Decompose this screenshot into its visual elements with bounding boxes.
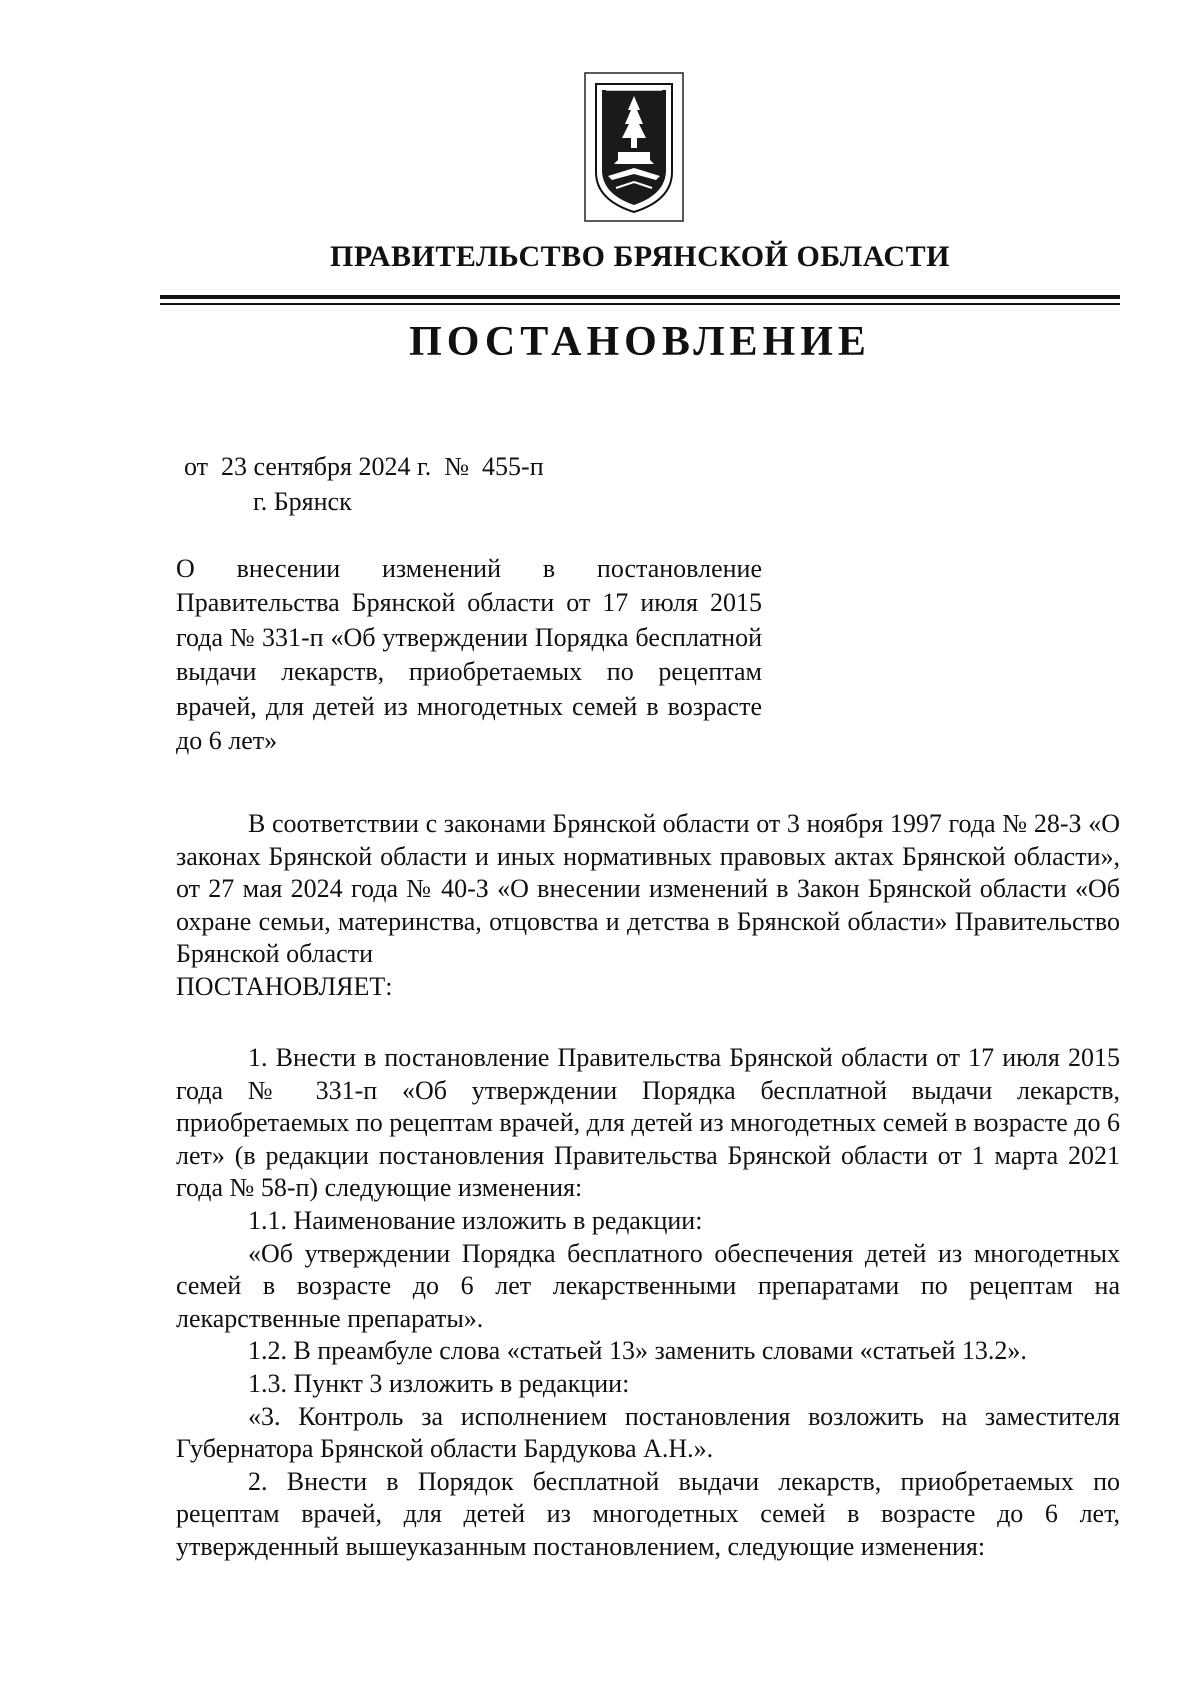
item-1-1: 1.1. Наименование изложить в редакции: bbox=[248, 1205, 703, 1235]
item-1-1-text: «Об утверждении Порядка бесплатного обеспечения детей из многодетных семей в возрасте до 6 лет лекарственными препаратами по рецептам на лекарственные препараты». bbox=[176, 1238, 1120, 1333]
document-city: г. Брянск bbox=[253, 487, 352, 516]
item-1-2: 1.2. В преамбуле слова «статьей 13» заменить словами «статьей 13.2». bbox=[248, 1336, 1027, 1366]
item-1-3: 1.3. Пункт 3 изложить в редакции: bbox=[248, 1368, 630, 1398]
item-1: 1. Внести в постановление Правительства Брянской области от 17 июля 2015 года № 331-п «Об утверждении Порядка бесплатной выдачи лекарств, приобретаемых по рецептам врачей, для детей из многодетных семей в возрасте до 6 лет» (в редакции постановления Правительства Брянской области от 1 марта 2021 года № 58-п) следующие изменения: bbox=[176, 1043, 1120, 1203]
preamble-text: В соответствии с законами Брянской области от 3 ноября 1997 года № 28-З «О законах Брянской области и иных нормативных правовых актах Брянской области», от 27 мая 2024 года № 40-З «О внесении изменений в Закон Брянской области «Об охране семьи, материнства, отцовства и детства в Брянской области» Правительство Брянской области bbox=[176, 809, 1120, 969]
item-1-3-text: «3. Контроль за исполнением постановления возложить на заместителя Губернатора Брянской области Бардукова А.Н.». bbox=[176, 1401, 1120, 1464]
organization-title: ПРАВИТЕЛЬСТВО БРЯНСКОЙ ОБЛАСТИ bbox=[330, 240, 950, 273]
preamble-block bbox=[176, 808, 1120, 1004]
resolution-items bbox=[176, 1042, 1120, 1564]
header-divider-thin bbox=[160, 303, 1120, 305]
document-date-number: от 23 сентября 2024 г. № 455-п bbox=[184, 452, 544, 481]
document-subject: О внесении изменений в постановление Правительства Брянской области от 17 июля 2015 года № 331-п «Об утверждении Порядка бесплатной выдачи лекарств, приобретаемых по рецептам врачей, для детей из многодетных семей в возрасте до 6 лет» bbox=[176, 554, 762, 756]
bryansk-coat-of-arms-icon bbox=[584, 72, 684, 222]
resolves-word: ПОСТАНОВЛЯЕТ: bbox=[176, 971, 393, 1001]
header-divider-thick bbox=[160, 295, 1120, 299]
item-2: 2. Внести в Порядок бесплатной выдачи лекарств, приобретаемых по рецептам врачей, для детей из многодетных семей в возрасте до 6 лет, утвержденный вышеуказанным постановлением, следующие изменения: bbox=[176, 1466, 1120, 1561]
document-type-title: ПОСТАНОВЛЕНИЕ bbox=[409, 319, 871, 365]
